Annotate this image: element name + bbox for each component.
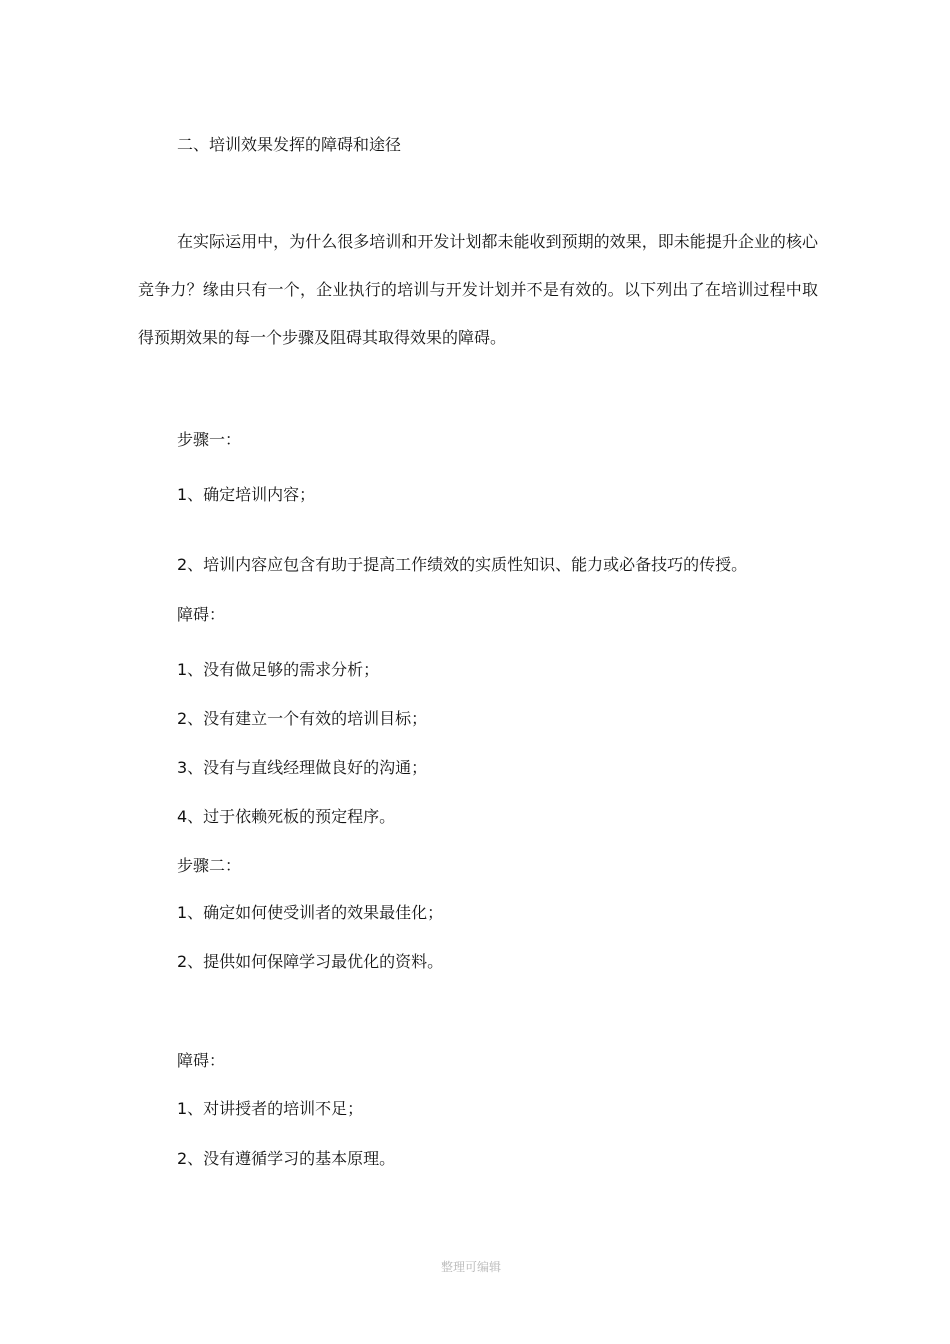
barrier1-item-2: 2、没有建立一个有效的培训目标； xyxy=(177,709,428,728)
intro-paragraph: 在实际运用中，为什么很多培训和开发计划都未能收到预期的效果，即未能提升企业的核心竞争力？缘由只有一个，企业执行的培训与开发计划并不是有效的。以下列出了在培训过程中取得预期效果的每一个步骤及阻碍其取得效果的障碍。 xyxy=(138,232,818,347)
step1-item-1: 1、确定培训内容； xyxy=(177,485,316,504)
barrier1-title: 障碍： xyxy=(177,605,226,624)
barrier1-item-1: 1、没有做足够的需求分析； xyxy=(177,660,380,679)
step2-item-1: 1、确定如何使受训者的效果最佳化； xyxy=(177,903,444,922)
barrier1-item-4: 4、过于依赖死板的预定程序。 xyxy=(177,807,396,826)
barrier1-item-3: 3、没有与直线经理做良好的沟通； xyxy=(177,758,428,777)
barrier2-item-1: 1、对讲授者的培训不足； xyxy=(177,1099,364,1118)
step2-title: 步骤二： xyxy=(177,856,242,875)
step2-item-2: 2、提供如何保障学习最优化的资料。 xyxy=(177,952,444,971)
barrier2-title: 障碍： xyxy=(177,1051,226,1070)
barrier2-item-2: 2、没有遵循学习的基本原理。 xyxy=(177,1149,396,1168)
step1-item-2: 2、培训内容应包含有助于提高工作绩效的实质性知识、能力或必备技巧的传授。 xyxy=(177,555,748,574)
section-heading: 二、培训效果发挥的障碍和途径 xyxy=(177,135,402,154)
step1-title: 步骤一： xyxy=(177,430,242,449)
footer-watermark: 整理可编辑 xyxy=(441,1260,502,1274)
